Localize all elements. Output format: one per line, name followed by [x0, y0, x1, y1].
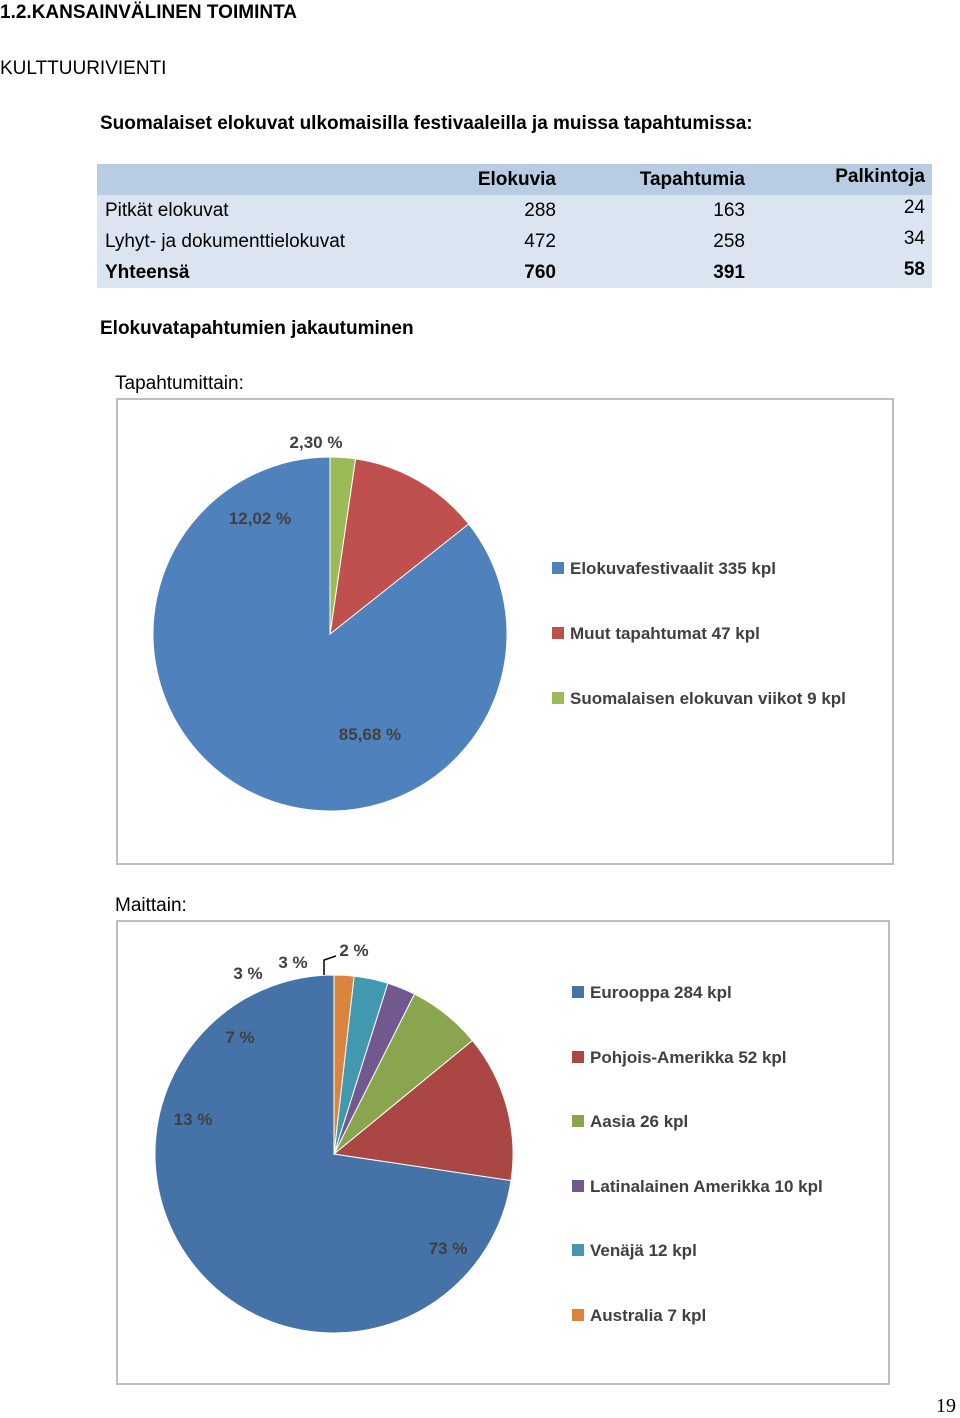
slice-percent-label: 7 %: [225, 1028, 255, 1047]
legend-label: Elokuvafestivaalit 335 kpl: [570, 559, 776, 578]
table-title: Suomalaiset elokuvat ulkomaisilla festivaaleilla ja muissa tapahtumissa:: [100, 113, 753, 134]
page-number: 19: [936, 1395, 956, 1417]
table-cell: 760: [524, 262, 556, 283]
table-header-row: [97, 164, 932, 195]
legend-swatch: [552, 562, 564, 574]
countries-chart-frame: [116, 920, 890, 1385]
legend-swatch: [572, 1309, 584, 1321]
legend-label: Latinalainen Amerikka 10 kpl: [590, 1177, 823, 1196]
slice-percent-label: 3 %: [278, 953, 308, 972]
legend-label: Suomalaisen elokuvan viikot 9 kpl: [570, 689, 846, 708]
slice-percent-label: 12,02 %: [228, 509, 292, 528]
table-cell: Yhteensä: [105, 262, 190, 283]
table-total-row: [97, 257, 932, 288]
table-row: [97, 195, 932, 226]
table-cell: 34: [903, 228, 925, 249]
table-cell: 391: [713, 262, 745, 283]
legend-swatch: [552, 627, 564, 639]
legend-label: Pohjois-Amerikka 52 kpl: [590, 1048, 787, 1067]
legend-label: Eurooppa 284 kpl: [590, 983, 732, 1002]
legend-label: Muut tapahtumat 47 kpl: [570, 624, 760, 643]
slice-percent-label: 2 %: [339, 941, 369, 960]
column-header: Palkintoja: [835, 166, 925, 187]
events-pie-chart: [118, 400, 892, 863]
countries-pie-chart: [118, 922, 888, 1383]
chart-caption-events: Tapahtumittain:: [115, 373, 244, 394]
legend-swatch: [572, 986, 584, 998]
slice-percent-label: 13 %: [173, 1110, 213, 1129]
summary-table: [97, 164, 932, 288]
table-cell: 288: [524, 200, 556, 221]
column-header: Elokuvia: [477, 169, 556, 190]
table-cell: Lyhyt- ja dokumenttielokuvat: [105, 231, 346, 252]
events-chart-frame: [116, 398, 894, 865]
slice-percent-label: 73 %: [428, 1239, 468, 1258]
legend-label: Australia 7 kpl: [590, 1306, 707, 1325]
slice-percent-label: 2,30 %: [289, 433, 343, 452]
table-cell: 472: [524, 231, 556, 252]
table-cell: 163: [713, 200, 745, 221]
section-heading: 1.2.KANSAINVÄLINEN TOIMINTA: [0, 2, 297, 23]
table-cell: 24: [903, 197, 925, 218]
legend-swatch: [552, 692, 564, 704]
table-cell: 58: [903, 259, 925, 280]
legend-swatch: [572, 1244, 584, 1256]
legend-swatch: [572, 1115, 584, 1127]
label-leader-line: [324, 956, 336, 975]
slice-percent-label: 3 %: [233, 964, 263, 983]
column-header: Tapahtumia: [639, 169, 745, 190]
table-cell: Pitkät elokuvat: [105, 200, 229, 221]
chart-caption-countries: Maittain:: [115, 895, 187, 916]
legend-swatch: [572, 1051, 584, 1063]
table-cell: 258: [713, 231, 745, 252]
legend-swatch: [572, 1180, 584, 1192]
legend-label: Venäjä 12 kpl: [590, 1241, 697, 1260]
legend-label: Aasia 26 kpl: [590, 1112, 689, 1131]
subsection-heading: KULTTUURIVIENTI: [0, 58, 167, 79]
table-row: [97, 226, 932, 257]
slice-percent-label: 85,68 %: [338, 725, 402, 744]
charts-section-title: Elokuvatapahtumien jakautuminen: [100, 318, 414, 339]
